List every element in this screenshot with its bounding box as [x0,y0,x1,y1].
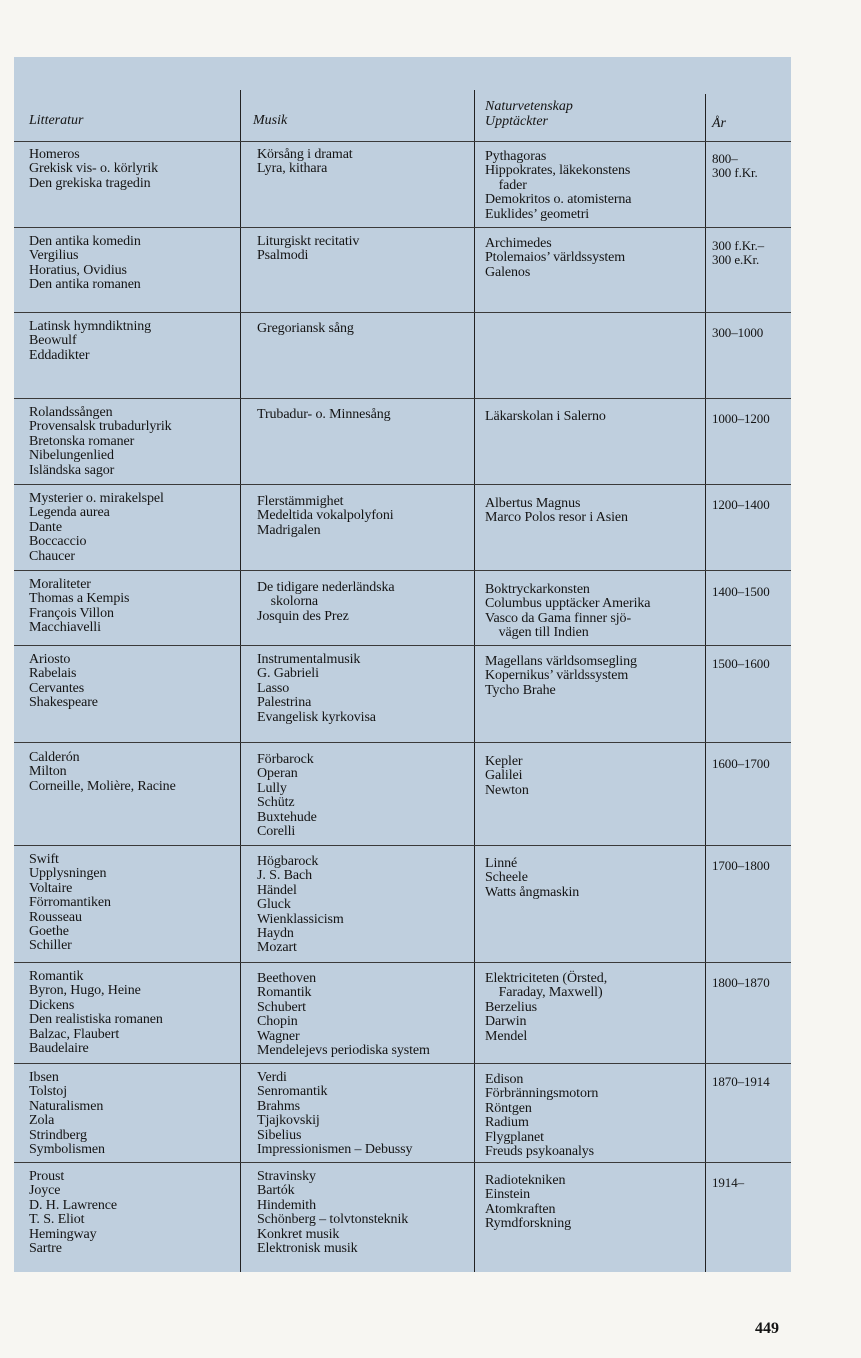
litteratur-cell: Ariosto Rabelais Cervantes Shakespeare [29,652,98,711]
row-rule [474,1063,791,1064]
naturvetenskap-cell: Elektriciteten (Örsted, Faraday, Maxwell) Berzelius Darwin Mendel [485,971,608,1044]
musik-cell: Högbarock J. S. Bach Händel Gluck Wienklassicism Haydn Mozart [257,854,344,956]
musik-cell: Verdi Senromantik Brahms Tjajkovskij Sibelius Impressionismen – Debussy [257,1070,413,1158]
row-rule [14,312,474,313]
row-rule [474,645,791,646]
year-cell: 1800–1870 [712,975,770,990]
musik-cell: Liturgiskt recitativ Psalmodi [257,234,360,264]
year-cell: 1200–1400 [712,497,770,512]
year-cell: 1870–1914 [712,1074,770,1089]
header-litteratur: Litteratur [29,113,84,128]
year-cell: 1700–1800 [712,858,770,873]
row-rule [14,570,474,571]
litteratur-cell: Mysterier o. mirakelspel Legenda aurea Dante Boccaccio Chaucer [29,491,164,564]
header-rule [14,141,791,142]
litteratur-cell: Romantik Byron, Hugo, Heine Dickens Den realistiska romanen Balzac, Flaubert Baudelaire [29,969,163,1057]
header-naturvetenskap: Naturvetenskap Upptäckter [485,99,573,129]
column-rule-2 [474,90,475,1272]
row-rule [474,962,791,963]
row-rule [474,227,791,228]
litteratur-cell: Rolandssången Provensalsk trubadurlyrik Bretonska romaner Nibelungenlied Isländska sagor [29,405,172,478]
musik-cell: Flerstämmighet Medeltida vokalpolyfoni Madrigalen [257,494,394,538]
page-number: 449 [755,1320,779,1337]
litteratur-cell: Homeros Grekisk vis- o. körlyrik Den grekiska tragedin [29,147,159,191]
year-cell: 1400–1500 [712,584,770,599]
year-cell: 1500–1600 [712,656,770,671]
row-rule [474,845,791,846]
row-rule [14,1063,474,1064]
naturvetenskap-cell: Linné Scheele Watts ångmaskin [485,856,580,900]
year-cell: 800– 300 f.Kr. [712,151,758,180]
litteratur-cell: Proust Joyce D. H. Lawrence T. S. Eliot Hemingway Sartre [29,1169,118,1257]
row-rule [14,227,474,228]
naturvetenskap-cell: Radiotekniken Einstein Atomkraften Rymdforskning [485,1173,572,1232]
naturvetenskap-cell: Magellans världsomsegling Kopernikus’ världssystem Tycho Brahe [485,654,637,698]
year-cell: 1914– [712,1175,745,1190]
column-rule-1 [240,90,241,1272]
row-rule [474,1162,791,1163]
musik-cell: Instrumentalmusik G. Gabrieli Lasso Palestrina Evangelisk kyrkovisa [257,652,376,725]
header-ar: År [712,116,726,131]
header-musik: Musik [253,113,288,128]
naturvetenskap-cell: Boktryckarkonsten Columbus upptäcker Amerika Vasco da Gama finner sjö- vägen till Indien [485,582,651,641]
naturvetenskap-cell: Archimedes Ptolemaios’ världssystem Galenos [485,236,626,280]
litteratur-cell: Moraliteter Thomas a Kempis François Villon Macchiavelli [29,577,130,636]
year-cell: 300 f.Kr.– 300 e.Kr. [712,238,765,267]
naturvetenskap-cell: Pythagoras Hippokrates, läkekonstens fader Demokritos o. atomisterna Euklides’ geometri [485,149,632,222]
row-rule [474,742,791,743]
row-rule [14,742,474,743]
litteratur-cell: Calderón Milton Corneille, Molière, Racine [29,750,176,794]
year-cell: 300–1000 [712,325,764,340]
row-rule [14,962,474,963]
row-rule [14,1162,474,1163]
row-rule [14,398,474,399]
row-rule [14,645,474,646]
column-rule-3 [705,94,706,1272]
musik-cell: Stravinsky Bartók Hindemith Schönberg – tolvtonsteknik Konkret musik Elektronisk musik [257,1169,409,1257]
naturvetenskap-cell: Kepler Galilei Newton [485,754,529,798]
row-rule [474,398,791,399]
naturvetenskap-cell: Edison Förbränningsmotorn Röntgen Radium Flygplanet Freuds psykoanalys [485,1072,599,1160]
musik-cell: Trubadur- o. Minnesång [257,407,391,422]
musik-cell: Gregoriansk sång [257,321,354,336]
naturvetenskap-cell: Albertus Magnus Marco Polos resor i Asien [485,496,628,526]
row-rule [14,484,474,485]
musik-cell: Beethoven Romantik Schubert Chopin Wagner Mendelejevs periodiska system [257,971,430,1059]
litteratur-cell: Ibsen Tolstoj Naturalismen Zola Strindberg Symbolismen [29,1070,105,1158]
musik-cell: Körsång i dramat Lyra, kithara [257,147,353,177]
row-rule [474,312,791,313]
musik-cell: De tidigare nederländska skolorna Josquin des Prez [257,580,395,624]
naturvetenskap-cell: Läkarskolan i Salerno [485,409,606,424]
litteratur-cell: Swift Upplysningen Voltaire Förromantiken Rousseau Goethe Schiller [29,852,111,954]
year-cell: 1000–1200 [712,411,770,426]
litteratur-cell: Latinsk hymndiktning Beowulf Eddadikter [29,319,152,363]
year-cell: 1600–1700 [712,756,770,771]
musik-cell: Förbarock Operan Lully Schütz Buxtehude Corelli [257,752,317,840]
row-rule [474,570,791,571]
litteratur-cell: Den antika komedin Vergilius Horatius, Ovidius Den antika romanen [29,234,141,293]
row-rule [14,845,474,846]
row-rule [474,484,791,485]
